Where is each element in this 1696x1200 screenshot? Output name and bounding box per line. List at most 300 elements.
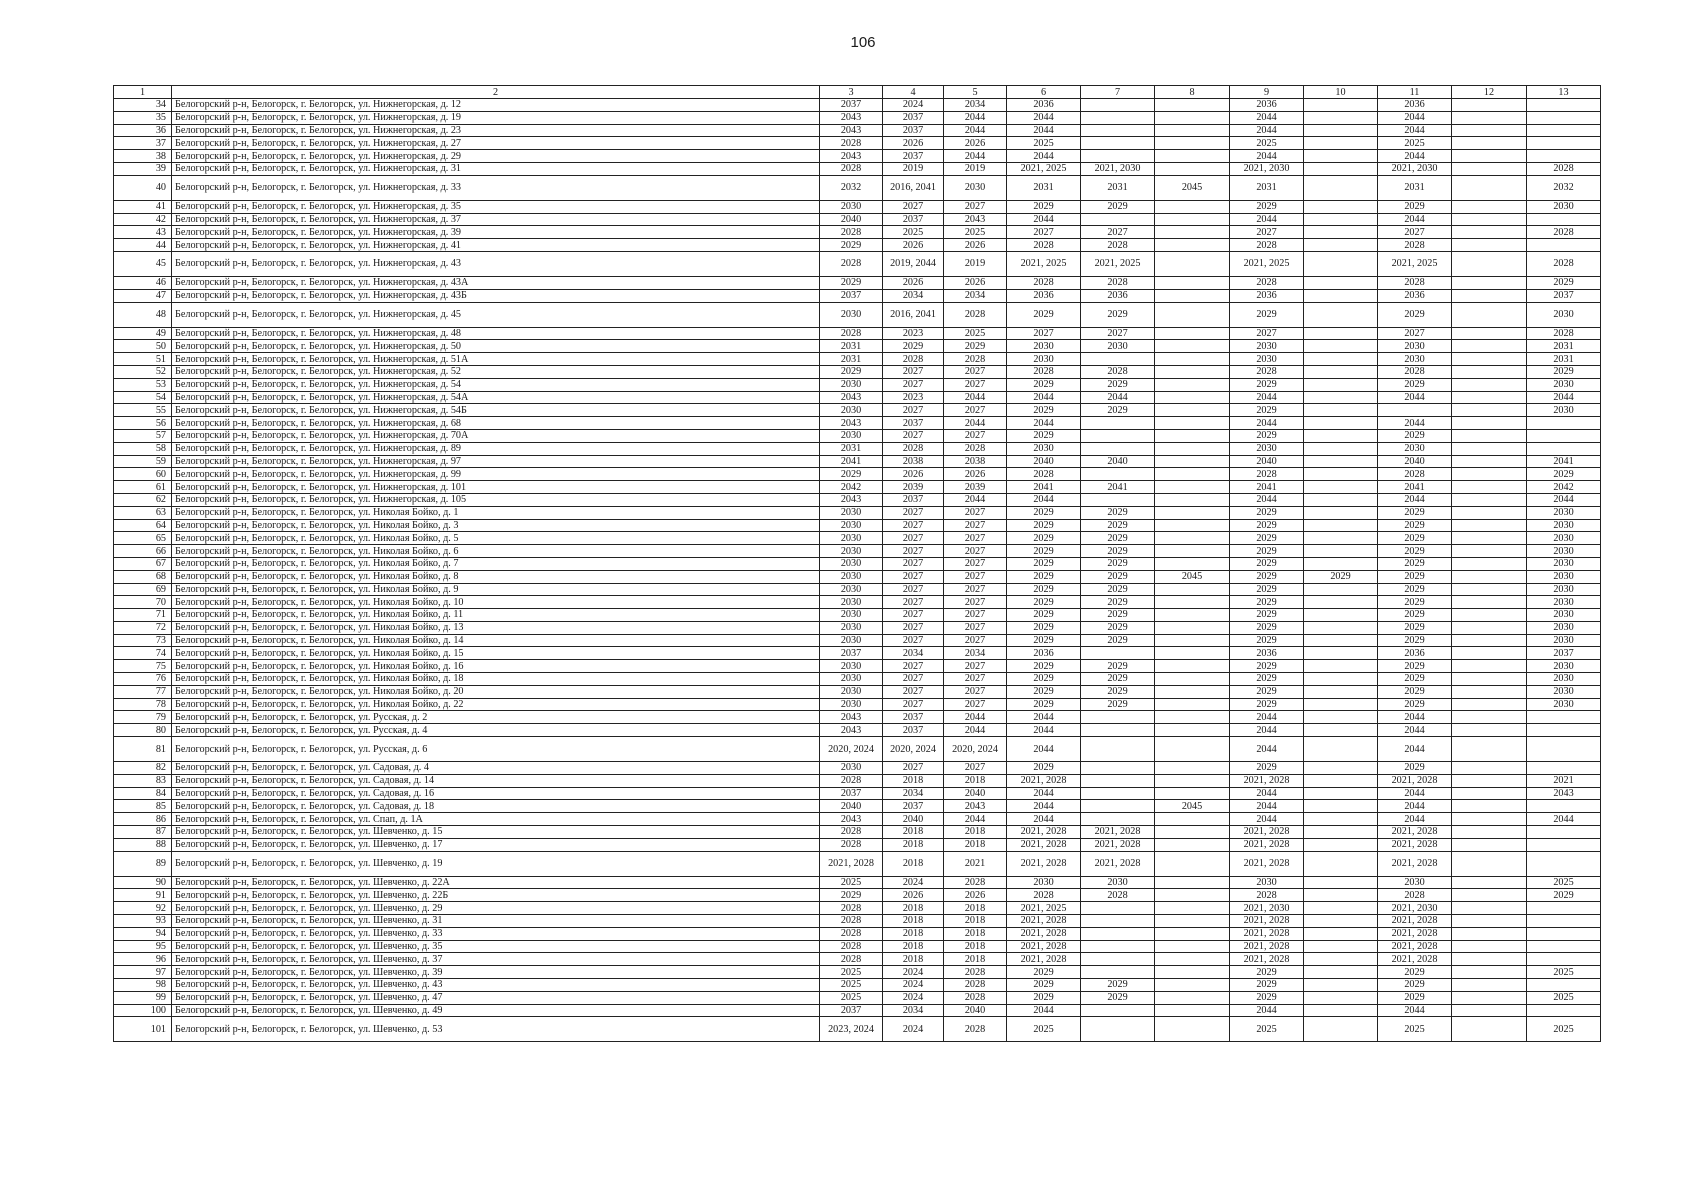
year-cell bbox=[1304, 634, 1378, 647]
year-cell: 2029 bbox=[1007, 596, 1081, 609]
column-header: 2 bbox=[172, 86, 820, 99]
year-cell bbox=[1155, 711, 1230, 724]
address-cell: Белогорский р-н, Белогорск, г. Белогорск, ул. Николая Бойко, д. 16 bbox=[172, 660, 820, 673]
table-row bbox=[114, 519, 1601, 532]
year-cell bbox=[1155, 353, 1230, 366]
year-cell: 2029 bbox=[1081, 532, 1155, 545]
year-cell: 2018 bbox=[883, 838, 944, 851]
year-cell: 2029 bbox=[1378, 609, 1452, 622]
table-row bbox=[114, 442, 1601, 455]
year-cell: 2030 bbox=[1527, 519, 1601, 532]
row-number-cell: 71 bbox=[114, 609, 172, 622]
address-cell: Белогорский р-н, Белогорск, г. Белогорск, ул. Нижнегорская, д. 54 bbox=[172, 378, 820, 391]
table-row bbox=[114, 99, 1601, 112]
year-cell: 2029 bbox=[1230, 302, 1304, 327]
year-cell: 2029 bbox=[1230, 634, 1304, 647]
address-cell: Белогорский р-н, Белогорск, г. Белогорск, ул. Шевченко, д. 47 bbox=[172, 991, 820, 1004]
column-header: 5 bbox=[944, 86, 1007, 99]
year-cell: 2029 bbox=[1081, 685, 1155, 698]
year-cell bbox=[1527, 953, 1601, 966]
column-header: 11 bbox=[1378, 86, 1452, 99]
year-cell bbox=[1304, 787, 1378, 800]
year-cell bbox=[1155, 762, 1230, 775]
year-cell: 2029 bbox=[1230, 698, 1304, 711]
year-cell bbox=[1304, 429, 1378, 442]
year-cell: 2030 bbox=[1527, 698, 1601, 711]
year-cell bbox=[1527, 124, 1601, 137]
year-cell: 2021, 2025 bbox=[1081, 251, 1155, 276]
year-cell: 2028 bbox=[1230, 889, 1304, 902]
row-number-cell: 70 bbox=[114, 596, 172, 609]
year-cell: 2029 bbox=[1378, 302, 1452, 327]
row-number-cell: 74 bbox=[114, 647, 172, 660]
year-cell: 2029 bbox=[1378, 685, 1452, 698]
year-cell: 2021, 2028 bbox=[1081, 851, 1155, 876]
address-cell: Белогорский р-н, Белогорск, г. Белогорск, ул. Шевченко, д. 53 bbox=[172, 1017, 820, 1042]
year-cell bbox=[1452, 583, 1527, 596]
year-cell bbox=[1304, 838, 1378, 851]
table-row bbox=[114, 124, 1601, 137]
year-cell bbox=[1155, 162, 1230, 175]
year-cell: 2025 bbox=[1230, 137, 1304, 150]
year-cell: 2044 bbox=[1230, 213, 1304, 226]
year-cell: 2029 bbox=[1230, 762, 1304, 775]
year-cell: 2030 bbox=[820, 762, 883, 775]
year-cell: 2028 bbox=[820, 927, 883, 940]
year-cell bbox=[1155, 455, 1230, 468]
year-cell bbox=[1527, 979, 1601, 992]
year-cell: 2029 bbox=[1230, 685, 1304, 698]
table-row bbox=[114, 417, 1601, 430]
address-cell: Белогорский р-н, Белогорск, г. Белогорск, ул. Нижнегорская, д. 97 bbox=[172, 455, 820, 468]
year-cell: 2034 bbox=[883, 1004, 944, 1017]
year-cell: 2021, 2028 bbox=[1230, 826, 1304, 839]
year-cell: 2021, 2028 bbox=[1378, 953, 1452, 966]
year-cell bbox=[1452, 137, 1527, 150]
year-cell: 2029 bbox=[1007, 583, 1081, 596]
year-cell bbox=[1304, 979, 1378, 992]
year-cell bbox=[1452, 774, 1527, 787]
year-cell: 2026 bbox=[883, 468, 944, 481]
year-cell: 2037 bbox=[883, 150, 944, 163]
year-cell: 2027 bbox=[1378, 327, 1452, 340]
year-cell bbox=[1081, 1004, 1155, 1017]
year-cell: 2028 bbox=[820, 774, 883, 787]
year-cell: 2028 bbox=[820, 902, 883, 915]
year-cell: 2029 bbox=[1230, 545, 1304, 558]
year-cell: 2027 bbox=[883, 429, 944, 442]
year-cell: 2026 bbox=[944, 889, 1007, 902]
row-number-cell: 99 bbox=[114, 991, 172, 1004]
year-cell: 2029 bbox=[1007, 762, 1081, 775]
year-cell: 2030 bbox=[944, 175, 1007, 200]
year-cell bbox=[1304, 353, 1378, 366]
year-cell: 2037 bbox=[883, 111, 944, 124]
year-cell: 2027 bbox=[1378, 226, 1452, 239]
year-cell bbox=[1304, 915, 1378, 928]
year-cell: 2027 bbox=[944, 673, 1007, 686]
year-cell: 2030 bbox=[820, 570, 883, 583]
year-cell bbox=[1155, 417, 1230, 430]
table-row bbox=[114, 404, 1601, 417]
table-row bbox=[114, 685, 1601, 698]
year-cell bbox=[1452, 724, 1527, 737]
year-cell: 2038 bbox=[944, 455, 1007, 468]
year-cell bbox=[1452, 417, 1527, 430]
year-cell: 2041 bbox=[820, 455, 883, 468]
year-cell: 2043 bbox=[820, 111, 883, 124]
year-cell: 2028 bbox=[820, 327, 883, 340]
address-cell: Белогорский р-н, Белогорск, г. Белогорск, ул. Шевченко, д. 22Б bbox=[172, 889, 820, 902]
row-number-cell: 48 bbox=[114, 302, 172, 327]
year-cell: 2043 bbox=[820, 417, 883, 430]
year-cell: 2029 bbox=[1081, 519, 1155, 532]
address-cell: Белогорский р-н, Белогорск, г. Белогорск, ул. Нижнегорская, д. 54Б bbox=[172, 404, 820, 417]
year-cell bbox=[1155, 226, 1230, 239]
year-cell: 2029 bbox=[1230, 200, 1304, 213]
year-cell: 2029 bbox=[820, 468, 883, 481]
year-cell: 2044 bbox=[1527, 813, 1601, 826]
year-cell bbox=[1155, 481, 1230, 494]
row-number-cell: 64 bbox=[114, 519, 172, 532]
year-cell bbox=[1452, 711, 1527, 724]
year-cell: 2044 bbox=[1230, 493, 1304, 506]
year-cell bbox=[1452, 519, 1527, 532]
row-number-cell: 46 bbox=[114, 276, 172, 289]
year-cell: 2029 bbox=[1081, 673, 1155, 686]
year-cell: 2021, 2028 bbox=[1230, 851, 1304, 876]
year-cell: 2029 bbox=[1527, 276, 1601, 289]
year-cell bbox=[1081, 111, 1155, 124]
year-cell bbox=[1155, 583, 1230, 596]
row-number-cell: 50 bbox=[114, 340, 172, 353]
year-cell: 2028 bbox=[1527, 226, 1601, 239]
year-cell bbox=[1304, 378, 1378, 391]
year-cell bbox=[1304, 124, 1378, 137]
table-row bbox=[114, 570, 1601, 583]
year-cell: 2029 bbox=[820, 889, 883, 902]
year-cell: 2034 bbox=[883, 647, 944, 660]
year-cell: 2037 bbox=[883, 724, 944, 737]
year-cell: 2044 bbox=[1230, 391, 1304, 404]
year-cell: 2027 bbox=[1081, 327, 1155, 340]
year-cell: 2044 bbox=[1007, 711, 1081, 724]
year-cell: 2029 bbox=[1081, 200, 1155, 213]
year-cell: 2019 bbox=[944, 251, 1007, 276]
year-cell: 2030 bbox=[1378, 340, 1452, 353]
year-cell: 2029 bbox=[1378, 519, 1452, 532]
year-cell bbox=[1452, 634, 1527, 647]
year-cell bbox=[1155, 838, 1230, 851]
year-cell: 2036 bbox=[1007, 647, 1081, 660]
year-cell: 2036 bbox=[1230, 99, 1304, 112]
year-cell: 2030 bbox=[1527, 545, 1601, 558]
year-cell: 2026 bbox=[944, 276, 1007, 289]
table-row bbox=[114, 698, 1601, 711]
year-cell: 2029 bbox=[1230, 673, 1304, 686]
year-cell: 2021, 2028 bbox=[1007, 774, 1081, 787]
year-cell: 2029 bbox=[1081, 545, 1155, 558]
year-cell bbox=[1527, 838, 1601, 851]
year-cell: 2029 bbox=[1007, 519, 1081, 532]
table-row bbox=[114, 289, 1601, 302]
year-cell: 2029 bbox=[1378, 991, 1452, 1004]
year-cell: 2018 bbox=[883, 851, 944, 876]
year-cell bbox=[1081, 940, 1155, 953]
year-cell bbox=[1155, 150, 1230, 163]
year-cell: 2036 bbox=[1378, 647, 1452, 660]
year-cell: 2027 bbox=[883, 685, 944, 698]
year-cell: 2018 bbox=[944, 940, 1007, 953]
year-cell bbox=[1155, 596, 1230, 609]
year-cell: 2029 bbox=[1081, 506, 1155, 519]
address-cell: Белогорский р-н, Белогорск, г. Белогорск, ул. Нижнегорская, д. 31 bbox=[172, 162, 820, 175]
table-row bbox=[114, 889, 1601, 902]
year-cell bbox=[1452, 239, 1527, 252]
year-cell: 2030 bbox=[1230, 340, 1304, 353]
row-number-cell: 49 bbox=[114, 327, 172, 340]
year-cell bbox=[1081, 787, 1155, 800]
year-cell: 2021, 2030 bbox=[1230, 902, 1304, 915]
year-cell: 2028 bbox=[820, 953, 883, 966]
year-cell bbox=[1527, 851, 1601, 876]
year-cell: 2029 bbox=[1378, 673, 1452, 686]
year-cell: 2027 bbox=[944, 200, 1007, 213]
year-cell: 2027 bbox=[883, 762, 944, 775]
address-cell: Белогорский р-н, Белогорск, г. Белогорск, ул. Нижнегорская, д. 12 bbox=[172, 99, 820, 112]
year-cell: 2029 bbox=[1081, 660, 1155, 673]
year-cell: 2034 bbox=[883, 289, 944, 302]
row-number-cell: 73 bbox=[114, 634, 172, 647]
year-cell bbox=[1527, 417, 1601, 430]
column-header: 1 bbox=[114, 86, 172, 99]
year-cell: 2028 bbox=[883, 442, 944, 455]
year-cell: 2029 bbox=[1378, 557, 1452, 570]
row-number-cell: 53 bbox=[114, 378, 172, 391]
year-cell: 2028 bbox=[820, 940, 883, 953]
year-cell bbox=[1304, 532, 1378, 545]
year-cell: 2044 bbox=[1230, 724, 1304, 737]
year-cell: 2021, 2028 bbox=[1007, 940, 1081, 953]
year-cell bbox=[1452, 609, 1527, 622]
year-cell: 2044 bbox=[1230, 124, 1304, 137]
year-cell: 2030 bbox=[1527, 532, 1601, 545]
year-cell bbox=[1527, 1004, 1601, 1017]
row-number-cell: 57 bbox=[114, 429, 172, 442]
row-number-cell: 96 bbox=[114, 953, 172, 966]
year-cell bbox=[1304, 647, 1378, 660]
year-cell: 2044 bbox=[1378, 124, 1452, 137]
address-cell: Белогорский р-н, Белогорск, г. Белогорск, ул. Николая Бойко, д. 1 bbox=[172, 506, 820, 519]
table-row bbox=[114, 826, 1601, 839]
year-cell bbox=[1304, 506, 1378, 519]
address-cell: Белогорский р-н, Белогорск, г. Белогорск, ул. Шевченко, д. 17 bbox=[172, 838, 820, 851]
year-cell: 2029 bbox=[1081, 596, 1155, 609]
year-cell: 2040 bbox=[944, 1004, 1007, 1017]
year-cell bbox=[1155, 889, 1230, 902]
year-cell: 2034 bbox=[944, 289, 1007, 302]
year-cell: 2029 bbox=[1230, 621, 1304, 634]
year-cell: 2021, 2028 bbox=[1378, 940, 1452, 953]
row-number-cell: 83 bbox=[114, 774, 172, 787]
year-cell: 2044 bbox=[1007, 493, 1081, 506]
row-number-cell: 93 bbox=[114, 915, 172, 928]
year-cell: 2030 bbox=[820, 302, 883, 327]
year-cell: 2019 bbox=[944, 162, 1007, 175]
table-row bbox=[114, 940, 1601, 953]
address-cell: Белогорский р-н, Белогорск, г. Белогорск, ул. Садовая, д. 4 bbox=[172, 762, 820, 775]
year-cell: 2029 bbox=[1007, 545, 1081, 558]
year-cell: 2025 bbox=[820, 991, 883, 1004]
row-number-cell: 36 bbox=[114, 124, 172, 137]
year-cell: 2037 bbox=[820, 289, 883, 302]
year-cell bbox=[1304, 302, 1378, 327]
year-cell: 2030 bbox=[1007, 353, 1081, 366]
year-cell: 2027 bbox=[883, 698, 944, 711]
year-cell bbox=[1304, 940, 1378, 953]
year-cell bbox=[1452, 813, 1527, 826]
year-cell: 2028 bbox=[1230, 365, 1304, 378]
year-cell: 2030 bbox=[820, 404, 883, 417]
table-row bbox=[114, 915, 1601, 928]
year-cell: 2044 bbox=[1378, 787, 1452, 800]
year-cell: 2029 bbox=[1230, 404, 1304, 417]
year-cell: 2028 bbox=[1230, 276, 1304, 289]
year-cell: 2037 bbox=[820, 99, 883, 112]
year-cell: 2023 bbox=[883, 391, 944, 404]
year-cell bbox=[1304, 417, 1378, 430]
year-cell: 2029 bbox=[1378, 506, 1452, 519]
year-cell: 2024 bbox=[883, 966, 944, 979]
year-cell: 2029 bbox=[1007, 378, 1081, 391]
year-cell: 2034 bbox=[944, 647, 1007, 660]
year-cell: 2044 bbox=[1230, 417, 1304, 430]
table-row bbox=[114, 162, 1601, 175]
year-cell: 2016, 2041 bbox=[883, 302, 944, 327]
year-cell: 2018 bbox=[883, 774, 944, 787]
row-number-cell: 66 bbox=[114, 545, 172, 558]
year-cell: 2032 bbox=[1527, 175, 1601, 200]
year-cell bbox=[1155, 634, 1230, 647]
table-row bbox=[114, 609, 1601, 622]
address-cell: Белогорский р-н, Белогорск, г. Белогорск, ул. Николая Бойко, д. 18 bbox=[172, 673, 820, 686]
year-cell bbox=[1081, 150, 1155, 163]
year-cell: 2026 bbox=[883, 889, 944, 902]
year-cell bbox=[1155, 902, 1230, 915]
year-cell bbox=[1155, 940, 1230, 953]
year-cell bbox=[1155, 826, 1230, 839]
year-cell bbox=[1155, 340, 1230, 353]
year-cell bbox=[1452, 545, 1527, 558]
table-row bbox=[114, 137, 1601, 150]
year-cell: 2042 bbox=[820, 481, 883, 494]
year-cell: 2025 bbox=[944, 327, 1007, 340]
year-cell: 2025 bbox=[1230, 1017, 1304, 1042]
year-cell: 2029 bbox=[944, 340, 1007, 353]
table-row bbox=[114, 634, 1601, 647]
row-number-cell: 79 bbox=[114, 711, 172, 724]
address-cell: Белогорский р-н, Белогорск, г. Белогорск, ул. Нижнегорская, д. 29 bbox=[172, 150, 820, 163]
table-row bbox=[114, 391, 1601, 404]
year-cell: 2029 bbox=[1007, 302, 1081, 327]
table-row bbox=[114, 276, 1601, 289]
table-row bbox=[114, 251, 1601, 276]
year-cell bbox=[1527, 137, 1601, 150]
year-cell: 2044 bbox=[1007, 813, 1081, 826]
year-cell: 2030 bbox=[1527, 200, 1601, 213]
year-cell bbox=[1304, 596, 1378, 609]
row-number-cell: 51 bbox=[114, 353, 172, 366]
row-number-cell: 87 bbox=[114, 826, 172, 839]
year-cell: 2031 bbox=[820, 442, 883, 455]
year-cell: 2029 bbox=[1378, 634, 1452, 647]
table-row bbox=[114, 545, 1601, 558]
year-cell bbox=[1155, 787, 1230, 800]
row-number-cell: 91 bbox=[114, 889, 172, 902]
table-row bbox=[114, 213, 1601, 226]
address-cell: Белогорский р-н, Белогорск, г. Белогорск, ул. Русская, д. 6 bbox=[172, 737, 820, 762]
year-cell: 2044 bbox=[1230, 150, 1304, 163]
year-cell bbox=[1304, 609, 1378, 622]
year-cell bbox=[1452, 289, 1527, 302]
address-cell: Белогорский р-н, Белогорск, г. Белогорск, ул. Шевченко, д. 22А bbox=[172, 876, 820, 889]
year-cell: 2028 bbox=[820, 838, 883, 851]
year-cell bbox=[1452, 213, 1527, 226]
year-cell: 2021, 2030 bbox=[1378, 902, 1452, 915]
year-cell bbox=[1527, 213, 1601, 226]
year-cell: 2029 bbox=[1007, 429, 1081, 442]
year-cell bbox=[1155, 239, 1230, 252]
table-row bbox=[114, 327, 1601, 340]
table-row bbox=[114, 175, 1601, 200]
table-row bbox=[114, 876, 1601, 889]
address-cell: Белогорский р-н, Белогорск, г. Белогорск, ул. Спап, д. 1А bbox=[172, 813, 820, 826]
year-cell: 2021, 2028 bbox=[1378, 838, 1452, 851]
address-cell: Белогорский р-н, Белогорск, г. Белогорск, ул. Нижнегорская, д. 43А bbox=[172, 276, 820, 289]
year-cell bbox=[1304, 774, 1378, 787]
year-cell: 2030 bbox=[1230, 876, 1304, 889]
address-cell: Белогорский р-н, Белогорск, г. Белогорск, ул. Шевченко, д. 33 bbox=[172, 927, 820, 940]
year-cell bbox=[1081, 813, 1155, 826]
year-cell: 2044 bbox=[1230, 711, 1304, 724]
year-cell: 2044 bbox=[1378, 800, 1452, 813]
year-cell: 2027 bbox=[883, 404, 944, 417]
year-cell: 2021, 2028 bbox=[1378, 774, 1452, 787]
year-cell: 2027 bbox=[944, 621, 1007, 634]
year-cell: 2030 bbox=[820, 698, 883, 711]
year-cell: 2023, 2024 bbox=[820, 1017, 883, 1042]
year-cell: 2030 bbox=[1378, 353, 1452, 366]
year-cell bbox=[1527, 150, 1601, 163]
year-cell bbox=[1527, 902, 1601, 915]
year-cell: 2029 bbox=[1230, 609, 1304, 622]
year-cell bbox=[1452, 826, 1527, 839]
year-cell: 2016, 2041 bbox=[883, 175, 944, 200]
address-cell: Белогорский р-н, Белогорск, г. Белогорск, ул. Нижнегорская, д. 101 bbox=[172, 481, 820, 494]
year-cell: 2030 bbox=[820, 621, 883, 634]
year-cell bbox=[1304, 953, 1378, 966]
row-number-cell: 35 bbox=[114, 111, 172, 124]
year-cell bbox=[1304, 99, 1378, 112]
year-cell bbox=[1304, 468, 1378, 481]
year-cell: 2020, 2024 bbox=[883, 737, 944, 762]
table-row bbox=[114, 737, 1601, 762]
year-cell: 2029 bbox=[1230, 532, 1304, 545]
year-cell bbox=[1527, 737, 1601, 762]
year-cell: 2029 bbox=[1378, 570, 1452, 583]
row-number-cell: 41 bbox=[114, 200, 172, 213]
year-cell bbox=[1155, 200, 1230, 213]
